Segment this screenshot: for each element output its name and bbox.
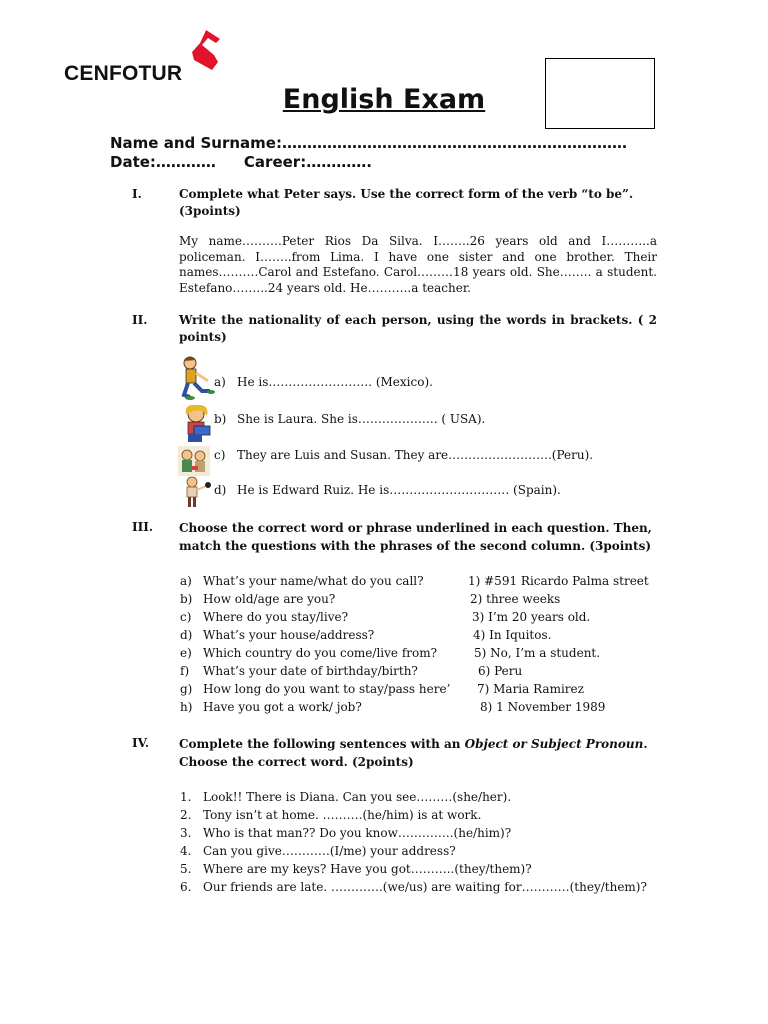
sentence-number: 3. (180, 826, 192, 840)
boy-walking-icon (180, 355, 216, 401)
match-row-answer: 2) three weeks (470, 592, 561, 606)
sentence-number: 5. (180, 862, 192, 876)
match-row-letter: g) (180, 682, 193, 696)
match-row-answer: 6) Peru (478, 664, 523, 678)
match-row-letter: c) (180, 610, 192, 624)
match-row-letter: e) (180, 646, 192, 660)
match-row-question: Have you got a work/ job? (203, 700, 362, 714)
man-icon (182, 476, 212, 508)
section-2-number: II. (132, 313, 148, 327)
girl-reading-icon (180, 404, 214, 444)
sentence-number: 4. (180, 844, 192, 858)
section-4-number: IV. (132, 736, 150, 750)
career-field[interactable]: Career:…………. (243, 153, 372, 171)
match-row-question: What’s your date of birthday/birth? (203, 664, 418, 678)
section-3-heading: Choose the correct word or phrase underlined in each question. Then, match the questions with the phrases of the second column. (3points) (179, 521, 652, 553)
match-row-answer: 3) I’m 20 years old. (472, 610, 591, 624)
sentence-text: Who is that man?? Do you know…………..(he/him)? (203, 826, 512, 840)
section-4-heading: Complete the following sentences with an Object or Subject Pronoun. Choose the correct word. (2points) (179, 737, 648, 769)
match-row-answer: 8) 1 November 1989 (480, 700, 606, 714)
date-field[interactable]: Date:………… (110, 153, 216, 171)
section-1-paragraph: My name……….Peter Rios Da Silva. I……..26 years old and I………..a policeman. I……..from Lima. I have one sister and one brother. Their names……….Carol and Estefano. Carol………18 years old. She…….. a student. Estefano……...24 years old. He………..a teacher. (179, 234, 657, 295)
item-2d-label: d) (214, 483, 227, 497)
match-row-question: What’s your house/address? (203, 628, 375, 642)
match-row-letter: f) (180, 664, 190, 678)
sentence-text: Look!! There is Diana. Can you see………(she/her). (203, 790, 512, 804)
match-row-letter: d) (180, 628, 193, 642)
item-2a-label: a) (214, 375, 226, 389)
match-row-question: How long do you want to stay/pass here’ (203, 682, 451, 696)
match-row-letter: b) (180, 592, 193, 606)
section-2-heading: Write the nationality of each person, using the words in brackets. ( 2 points) (179, 313, 657, 344)
sentence-number: 2. (180, 808, 192, 822)
couple-icon (178, 446, 210, 476)
page-title: English Exam (282, 84, 486, 115)
sentence-text: Where are my keys? Have you got………..(they/them)? (203, 862, 532, 876)
match-row-question: How old/age are you? (203, 592, 336, 606)
match-row-letter: a) (180, 574, 192, 588)
sentence-text: Our friends are late. ………….(we/us) are waiting for…………(they/them)? (203, 880, 647, 894)
match-row-question: Where do you stay/live? (203, 610, 349, 624)
item-2c-text: They are Luis and Susan. They are……………………..(Peru). (237, 448, 594, 462)
section-1-number: I. (132, 187, 142, 201)
item-2a-text: He is…………………….. (Mexico). (237, 375, 433, 389)
match-row-answer: 7) Maria Ramirez (477, 682, 584, 696)
match-row-answer: 4) In Iquitos. (473, 628, 552, 642)
cenfotur-logo (64, 30, 224, 86)
section-1-heading: Complete what Peter says. Use the correct form of the verb “to be”. (3points) (179, 187, 634, 218)
sentence-number: 6. (180, 880, 192, 894)
match-row-question: Which country do you come/live from? (203, 646, 438, 660)
sentence-text: Tony isn’t at home. ……….(he/him) is at work. (203, 808, 482, 822)
match-row-letter: h) (180, 700, 193, 714)
date-career-line (110, 153, 372, 171)
item-2d-text: He is Edward Ruiz. He is………………………… (Spain). (237, 483, 561, 497)
sentence-number: 1. (180, 790, 192, 804)
match-row-answer: 1) #591 Ricardo Palma street (468, 574, 649, 588)
section-3-number: III. (132, 520, 154, 534)
sentence-text: Can you give…………(I/me) your address? (203, 844, 456, 858)
item-2b-text: She is Laura. She is……………….. ( USA). (237, 412, 486, 426)
logo-text: CENFOTUR (64, 62, 183, 85)
match-row-question: What’s your name/what do you call? (203, 574, 424, 588)
match-row-answer: 5) No, I’m a student. (474, 646, 601, 660)
item-2b-label: b) (214, 412, 227, 426)
cenfotur-logo-mark-icon (190, 30, 220, 70)
name-surname-field[interactable]: Name and Surname:…………………………………………………………… (110, 134, 627, 152)
item-2c-label: c) (214, 448, 226, 462)
